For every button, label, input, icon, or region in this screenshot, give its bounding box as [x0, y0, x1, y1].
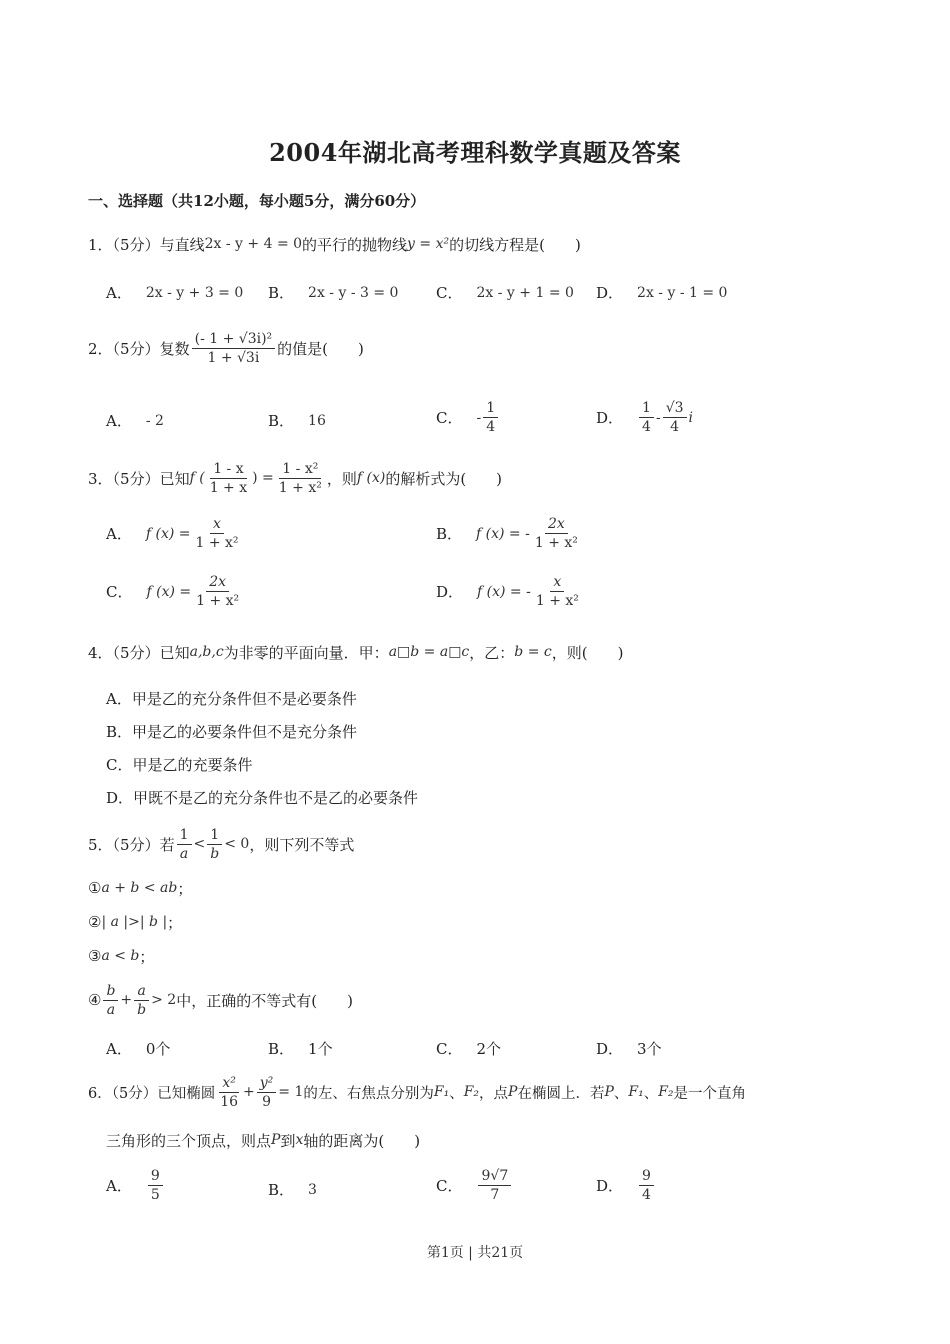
option-b: B．甲是乙的必要条件但不是充分条件 [106, 722, 358, 741]
question-2: 2．（5分） 复数 $\frac{\text{(- 1 + √3i)²}}{1 + √3i}$ 的值是( ) [88, 330, 364, 366]
option-c: C． $\frac{9√7}{7}$ [436, 1168, 513, 1203]
fraction: $\frac{\text{(- 1 + √3i)²}}{1 + √3i}$ [192, 331, 276, 366]
option-a: A． - 2 [106, 412, 164, 430]
list-item: ② | a |>| b | ； [88, 913, 183, 932]
option-b: B． 16 [268, 412, 326, 430]
option-d: D． 2x - y - 1 = 0 [596, 284, 728, 302]
option-c: C． 2x - y + 1 = 0 [436, 284, 574, 302]
option-d: D． $\frac{1}{4}$ - $\frac{√3}{4}$ i [596, 400, 693, 435]
question-4: 4．（5分） 已知 a,b,c 为非零的平面向量．甲： a□b = a□c ，乙： b = c ，则( ) [88, 643, 624, 662]
option-a: A．甲是乙的充分条件但不是必要条件 [106, 689, 357, 708]
section-heading: 一、选择题（共12小题，每小题5分，满分60分） [88, 192, 426, 210]
page-footer: 第1页 | 共21页 [426, 1245, 524, 1261]
option-d: D． $\frac{9}{4}$ [596, 1168, 656, 1203]
option-a: A． f (x) = $\frac{x}{\text{1 + x²}}$ [106, 516, 239, 551]
option-d: D．甲既不是乙的充分条件也不是乙的必要条件 [106, 788, 419, 807]
option-d: D． 3个 [596, 1040, 662, 1058]
option-c: C． - $\frac{1}{4}$ [436, 400, 500, 435]
option-b: B． f (x) = - $\frac{2x}{\text{1 + x²}}$ [436, 516, 578, 551]
option-a: A． 2x - y + 3 = 0 [106, 284, 244, 302]
option-c: C． f (x) = $\frac{2x}{\text{1 + x²}}$ [106, 574, 240, 609]
option-c: C． 2个 [436, 1040, 502, 1058]
option-b: B． 3 [268, 1181, 317, 1199]
math-expr: 2x - y + 4 = 0 [204, 236, 303, 252]
question-5: 5．（5分） 若 $\frac{1}{a}$ < $\frac{1}{b}$ < 0 ，则下列不等式 [88, 826, 355, 862]
question-1: 1．（5分） 与直线 2x - y + 4 = 0 的平行的抛物线 y = x² 的切线方程是( ) [88, 235, 581, 254]
list-item: ③ a < b ； [88, 947, 155, 966]
question-3: 3．（5分） 已知 f ( $\frac{1 - x}{1 + x}$ ) = $\frac{\text{1 - x²}}{\text{1 + x²}}$ ，则 f (x) 的解析式为( ) [88, 460, 503, 496]
question-6: 6．（5分） 已知椭圆 $\frac{\text{x²}}{16}$ + $\frac{\text{y²}}{9}$ = 1 的左、右焦点分别为 F₁ 、 F₂ ，点 P 在椭圆上．若 P 、 F₁ 、 F₂ 是一个直角 [88, 1074, 747, 1110]
math-expr: y = x² [407, 236, 450, 252]
list-item: ④ $\frac{b}{a}$ + $\frac{a}{b}$ > 2 中，正确的不等式有( ) [88, 982, 353, 1018]
option-a: A． 0个 [106, 1040, 171, 1058]
option-d: D． f (x) = - $\frac{x}{\text{1 + x²}}$ [436, 574, 579, 609]
question-6-line-2: 三角形的三个顶点，则点 P 到 x 轴的距离为( ) [106, 1131, 421, 1150]
option-a: A． $\frac{9}{5}$ [106, 1168, 165, 1203]
option-b: B． 2x - y - 3 = 0 [268, 284, 399, 302]
option-c: C．甲是乙的充要条件 [106, 755, 253, 774]
option-b: B． 1个 [268, 1040, 333, 1058]
page-title: 2004年湖北高考理科数学真题及答案 [269, 138, 681, 167]
list-item: ① a + b < ab ； [88, 879, 193, 898]
